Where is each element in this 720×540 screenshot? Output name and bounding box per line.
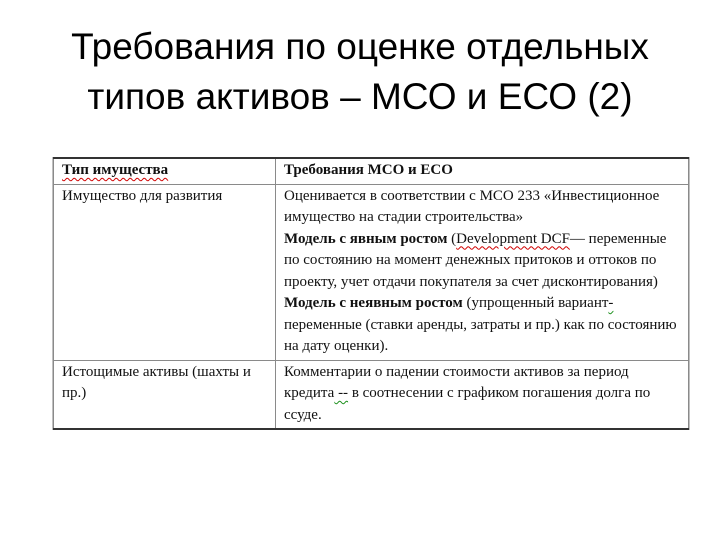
model-text-dash: - xyxy=(608,295,614,311)
slide-title xyxy=(0,22,720,122)
table-row xyxy=(54,184,689,360)
model-text-implicit-growth: переменные (ставки аренды, затраты и пр.) как по состоянию на дату оценки). xyxy=(284,316,677,354)
model-text-paren: ( xyxy=(451,230,457,247)
requirement-text: Оценивается в соответствии с МСО 233 «Инвестиционное имущество на стадии строительства» xyxy=(284,187,660,225)
cell-asset-type-development: Имущество для развития xyxy=(54,184,276,360)
requirements-table xyxy=(53,157,689,430)
model-text-dcf: Development DCF xyxy=(456,230,570,247)
table-container xyxy=(52,157,690,430)
model-text-simplified: (упрощенный вариант xyxy=(466,295,609,311)
cell-requirements-depletable xyxy=(276,360,689,429)
header-asset-type-label: Тип имущества xyxy=(62,162,169,178)
model-label-implicit-growth: Модель с неявным ростом xyxy=(284,295,463,311)
header-requirements: Требования МСО и ЕСО xyxy=(276,158,689,184)
requirement-text-dash: -- xyxy=(334,385,349,401)
slide-title-line-2: типов активов – МСО и ЕСО (2) xyxy=(87,76,633,117)
requirement-text-a: Комментарии о падении стоимости активов за период кредита xyxy=(284,363,629,401)
slide-title-line-1: Требования по оценке отдельных xyxy=(71,26,649,67)
cell-requirements-development xyxy=(276,184,689,360)
table-header-row xyxy=(54,158,689,184)
table-row xyxy=(54,360,689,429)
cell-asset-type-depletable: Истощимые активы (шахты и пр.) xyxy=(54,360,276,429)
model-text-explicit-growth: — переменные по состоянию на момент денежных притоков и оттоков по проекту, учет отдачи покупателя за счет дисконтирования) xyxy=(284,230,667,290)
model-label-explicit-growth: Модель с явным ростом xyxy=(284,230,448,247)
requirement-text-c: в соотнесении с графиком погашения долга по ссуде. xyxy=(284,385,651,423)
header-asset-type xyxy=(54,158,276,184)
